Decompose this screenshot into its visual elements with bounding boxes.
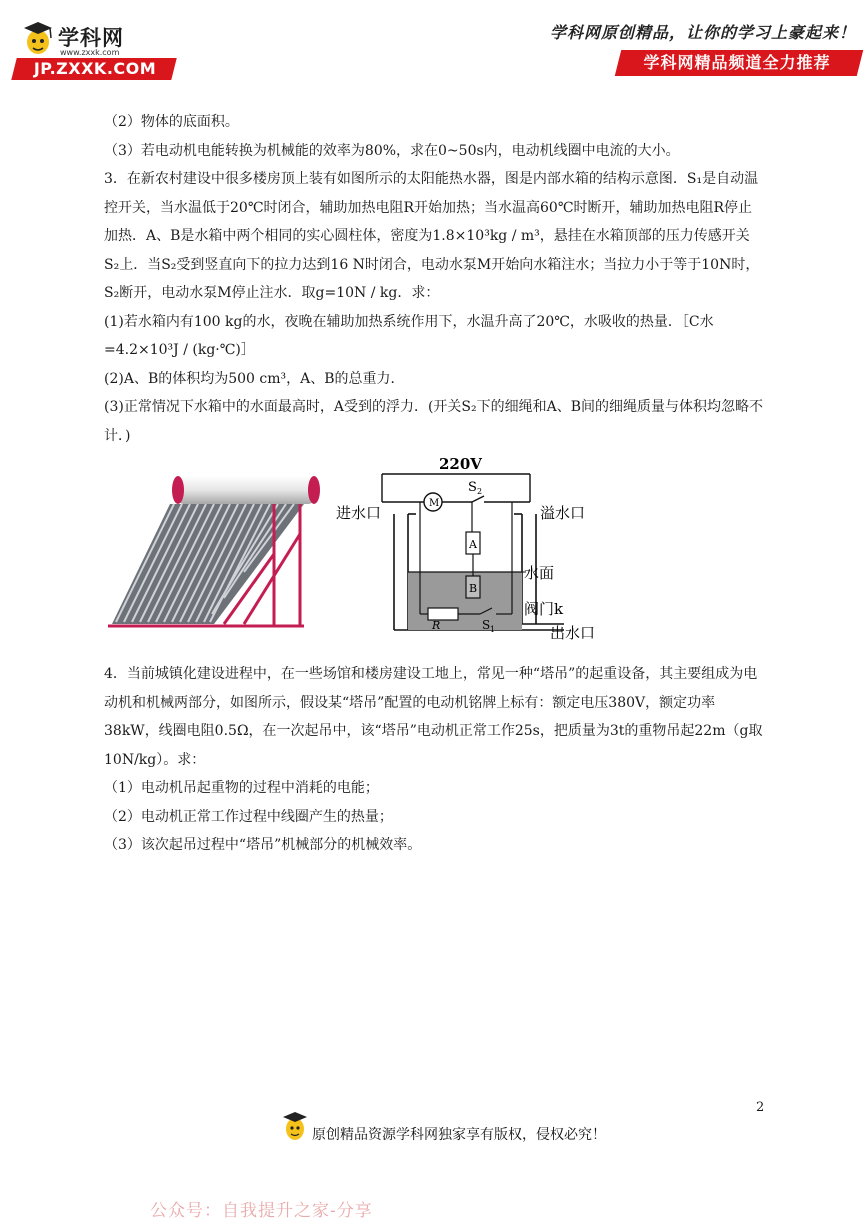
copyright-text: 原创精品资源学科网独家享有版权，侵权必究！: [312, 1127, 606, 1143]
figure-row: [104, 454, 764, 654]
mascot-icon: [282, 1110, 308, 1142]
inlet-label: 进水口: [336, 504, 382, 522]
question-4: 4．当前城镇化建设进程中，在一些场馆和楼房建设工地上，常见一种“塔吊”的起重设备，其主要组成为电动机和机械两部分，如图所示，假设某“塔吊”配置的电动机铭牌上标有：额定电压380V，额定功率38kW，线圈电阻0.5Ω，在一次起吊中，该“塔吊”电动机正常工作25s，把质量为3t的重物吊起22m（g取10N/kg）。求：: [104, 666, 763, 768]
q4-part2: （2）电动机正常工作过程中线圈产生的热量；: [104, 808, 393, 825]
mascot-icon: [22, 20, 54, 56]
logo-text: 学科网: [58, 26, 124, 50]
q3-part3: (3)正常情况下水箱中的水面最高时，A受到的浮力．(开关S₂下的细绳和A、B间的细绳质量与体积均忽略不计．): [104, 399, 764, 444]
water-fill: [408, 572, 522, 630]
outlet-label: 出水口: [550, 624, 596, 642]
s2-sub: 2: [477, 487, 483, 496]
page-header: [0, 0, 868, 90]
s1-label: S: [482, 618, 491, 632]
s1-sub: 1: [490, 625, 496, 634]
q4-part1: （1）电动机吊起重物的过程中消耗的电能；: [104, 780, 379, 796]
question-3: 3．在新农村建设中很多楼房顶上装有如图所示的太阳能热水器，图是内部水箱的结构示意图．S₁是自动温控开关，当水温低于20℃时闭合，辅助加热电阻R开始加热；当水温高60℃时断开，辅助加热电阻R停止加热．A、B是水箱中两个相同的实心圆柱体，密度为1.8×10³kg / m³，悬挂在水箱顶部的压力传感开关S₂上．当S₂受到竖直向下的拉力达到16 N时闭合，电动水泵M开始向水箱注水；当拉力小于等于10N时，S₂断开，电动水泵M停止注水．取g=10N / kg．求：: [104, 171, 760, 301]
site-logo[interactable]: [14, 18, 184, 80]
q2-part3: （3）若电动机电能转换为机械能的效率为80%，求在0~50s内，电动机线圈中电流的大小。: [104, 142, 680, 159]
logo-url: www.zxxk.com: [60, 48, 120, 57]
block-b-label: B: [469, 582, 478, 595]
q3-part1: (1)若水箱内有100 kg的水，夜晚在辅助加热系统作用下，水温升高了20℃，水吸收的热量．［C水=4.2×10³J / (kg·℃)］: [104, 313, 714, 358]
water-surface-label: 水面: [524, 564, 555, 582]
motor-label: M: [429, 498, 440, 509]
tank-circuit-diagram: [334, 454, 604, 654]
q4-part3: （3）该次起吊过程中“塔吊”机械部分的机械效率。: [104, 837, 422, 853]
page-footer: [282, 1110, 642, 1150]
voltage-label: 220V: [439, 455, 482, 473]
header-slogan: 学科网原创精品，让你的学习上豪起来！: [549, 23, 856, 42]
q3-part2: (2)A、B的体积均为500 cm³，A、B的总重力．: [104, 370, 405, 387]
s2-label: S: [468, 480, 477, 495]
q2-part2: （2）物体的底面积。: [104, 114, 239, 130]
logo-bar-text: JP.ZXXK.COM: [33, 59, 157, 78]
valve-label: 阀门k: [524, 600, 564, 618]
resistor-label: R: [432, 619, 441, 632]
channel-banner[interactable]: 学科网精品频道全力推荐: [643, 53, 831, 72]
document-body: [104, 108, 764, 860]
page-number: 2: [756, 1100, 765, 1115]
solar-heater-image: [104, 474, 326, 634]
overflow-label: 溢水口: [540, 504, 586, 522]
block-a-label: A: [469, 538, 477, 551]
watermark-text: 公众号：自我提升之家-分享: [150, 1201, 373, 1221]
